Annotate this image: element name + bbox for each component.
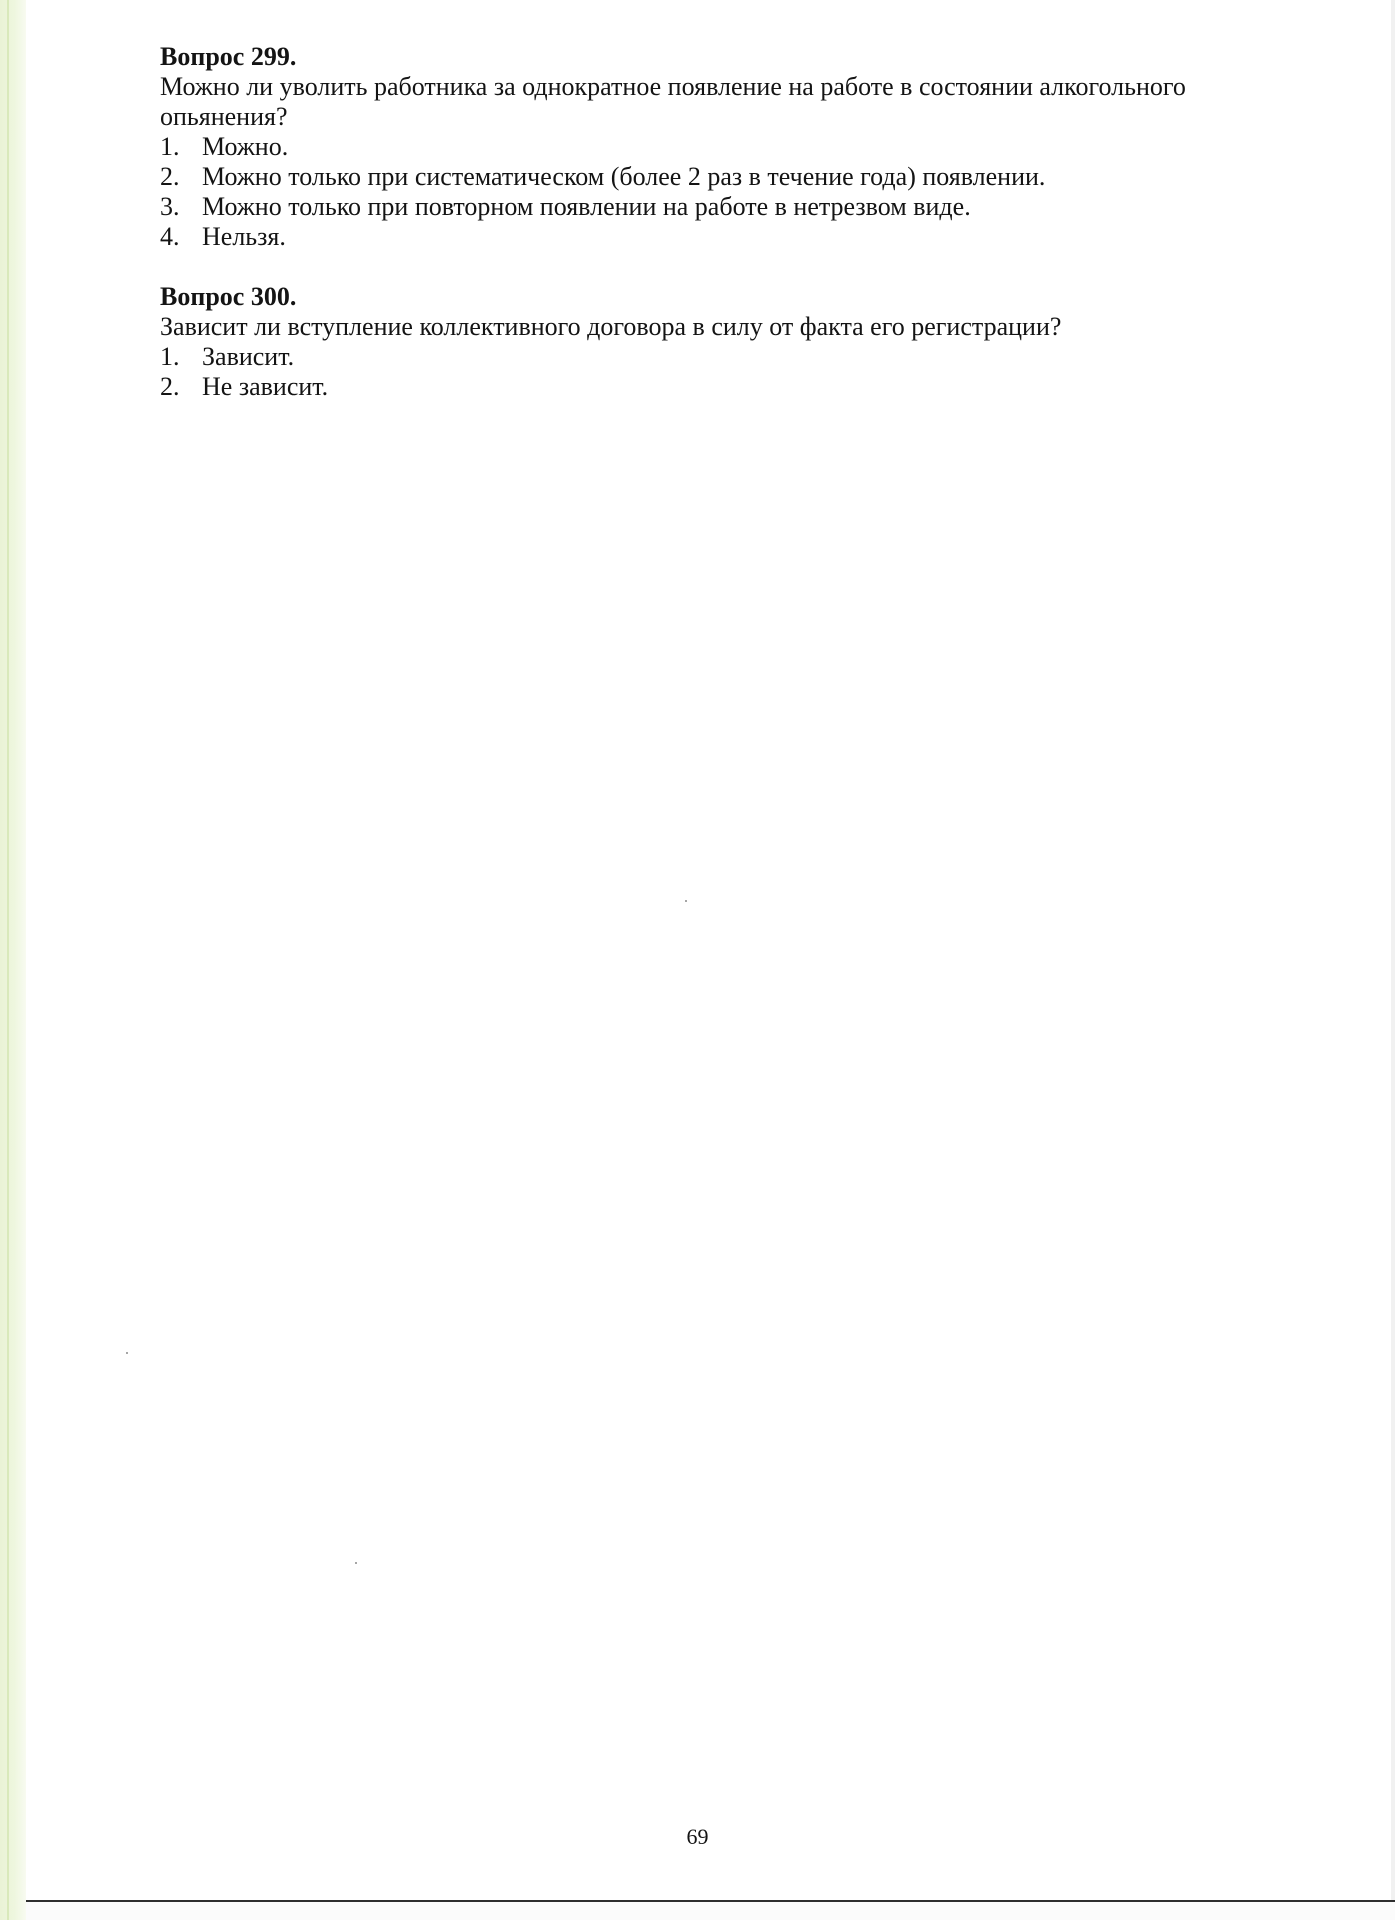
answer-option: [160, 132, 1280, 162]
page-number: 69: [686, 1824, 709, 1849]
document-content: [160, 42, 1280, 432]
scan-edge-bottom-fade: [26, 1902, 1395, 1920]
scan-speck: [126, 1352, 128, 1354]
answer-number: 3.: [160, 192, 180, 221]
answer-text: Нельзя.: [202, 222, 286, 251]
answer-list: [160, 342, 1280, 402]
answer-text: Можно только при систематическом (более 2 раз в течение года) появлении.: [202, 162, 1046, 191]
answer-text: Не зависит.: [202, 372, 329, 401]
answer-number: 1.: [160, 342, 180, 371]
question-block: [160, 282, 1280, 402]
scan-edge-right: [1391, 0, 1395, 1920]
answer-number: 1.: [160, 132, 180, 161]
scan-edge-line: [7, 0, 9, 1920]
question-block: [160, 42, 1280, 252]
answer-option: [160, 222, 1280, 252]
answer-number: 4.: [160, 222, 180, 251]
question-text: Можно ли уволить работника за однократное появление на работе в состоянии алкогольного опьянения?: [160, 72, 1186, 131]
answer-text: Можно только при повторном появлении на работе в нетрезвом виде.: [202, 192, 971, 221]
answer-text: Зависит.: [202, 342, 295, 371]
question-text: Зависит ли вступление коллективного договора в силу от факта его регистрации?: [160, 312, 1062, 341]
answer-number: 2.: [160, 162, 180, 191]
scan-edge-left: [0, 0, 26, 1920]
question-title: Вопрос 299.: [160, 42, 297, 71]
answer-option: [160, 162, 1280, 192]
answer-option: [160, 372, 1280, 402]
scan-speck: [355, 1562, 357, 1564]
answer-number: 2.: [160, 372, 180, 401]
answer-option: [160, 342, 1280, 372]
scan-speck: [685, 900, 687, 902]
question-title: Вопрос 300.: [160, 282, 297, 311]
answer-option: [160, 192, 1280, 222]
answer-list: [160, 132, 1280, 252]
answer-text: Можно.: [202, 132, 289, 161]
